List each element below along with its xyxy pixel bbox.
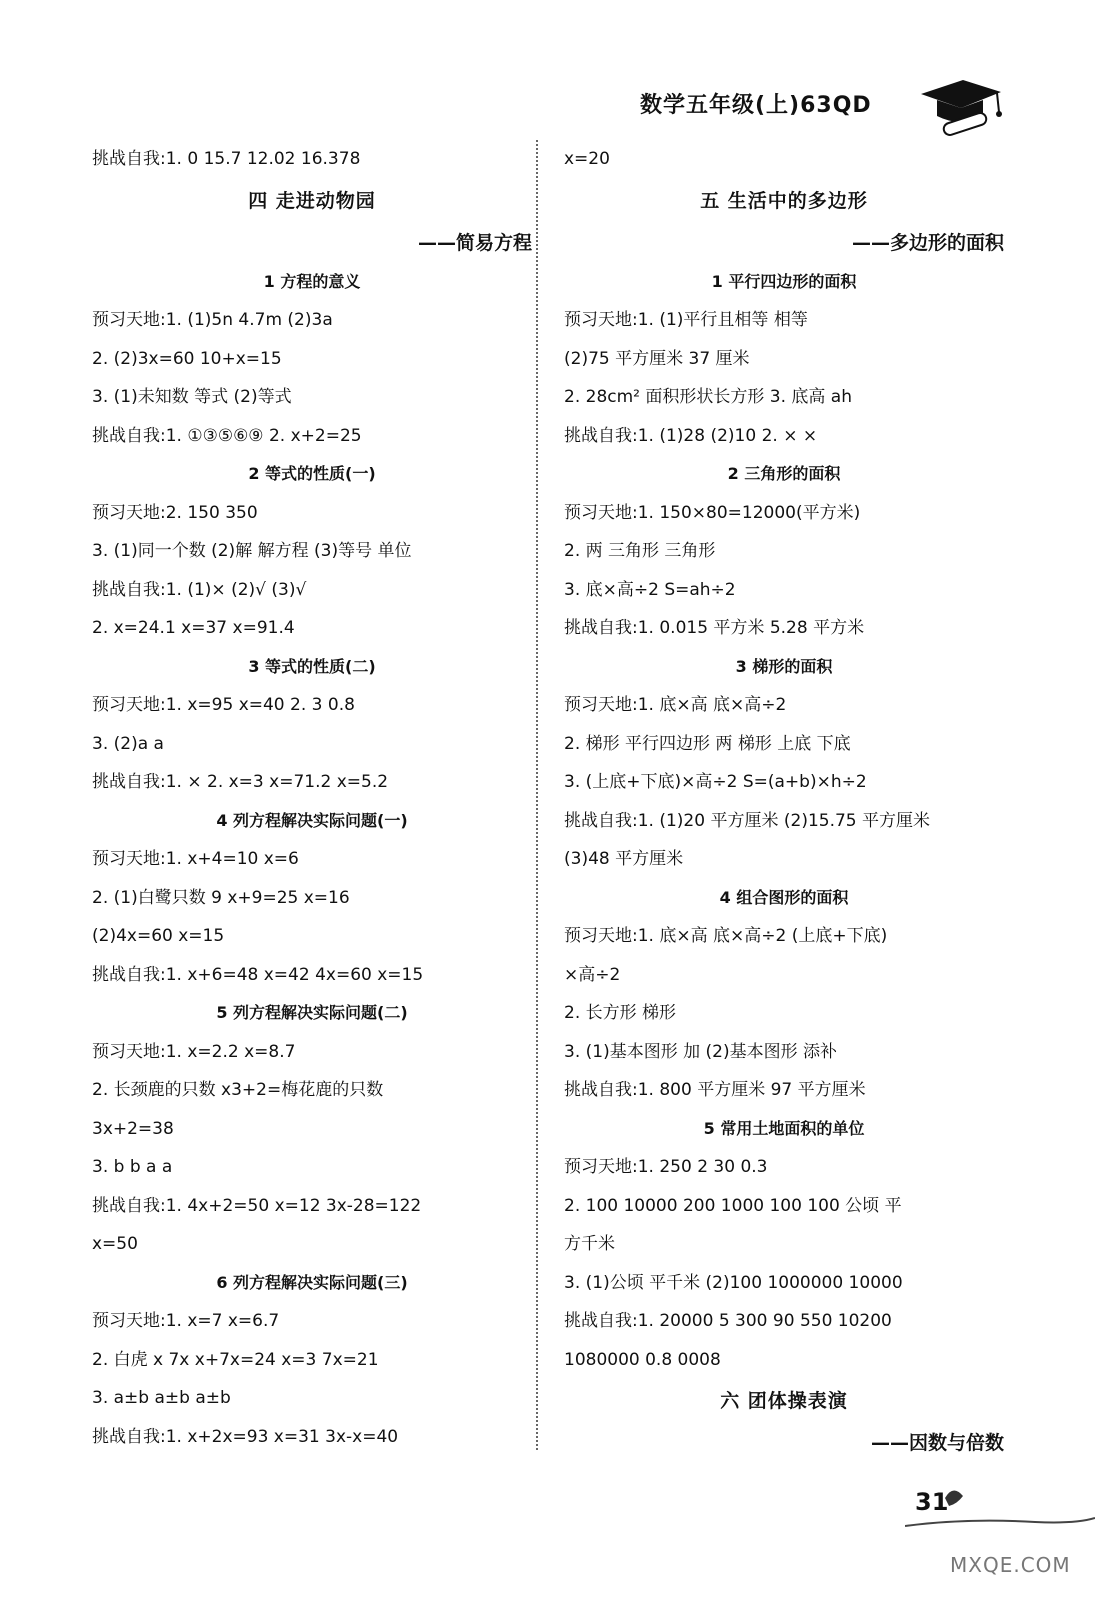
lesson-title: 5 列方程解决实际问题(二) xyxy=(216,1003,408,1022)
answer-line: (2)75 平方厘米 37 厘米 xyxy=(564,348,750,369)
lesson-title: 1 方程的意义 xyxy=(263,271,361,291)
book-header-title: 数学五年级(上)63QD xyxy=(640,93,872,118)
answer-line: 3. (1)公顷 平千米 (2)100 1000000 10000 xyxy=(564,1272,903,1293)
answer-line: 预习天地:1. x+4=10 x=6 xyxy=(92,849,299,869)
answer-line: 2. 白虎 x 7x x+7x=24 x=3 7x=21 xyxy=(92,1349,379,1370)
answer-line: (3)48 平方厘米 xyxy=(564,849,684,869)
answer-line: 2. (2)3x=60 10+x=15 xyxy=(92,348,282,369)
answer-line: 挑战自我:1. (1)28 (2)10 2. × × xyxy=(564,425,818,446)
answer-line: 挑战自我:1. (1)× (2)√ (3)√ xyxy=(92,579,307,600)
unit-subtitle: ——多边形的面积 xyxy=(851,231,1004,254)
answer-line: 预习天地:2. 150 350 xyxy=(92,502,258,523)
lesson-title: 5 常用土地面积的单位 xyxy=(703,1118,865,1138)
unit-title: 六 团体操表演 xyxy=(720,1390,848,1412)
unit-title: 四 走进动物园 xyxy=(248,189,376,212)
answer-line: 3. (1)基本图形 加 (2)基本图形 添补 xyxy=(564,1041,837,1062)
answer-line: (2)4x=60 x=15 xyxy=(92,926,225,946)
answer-line: 2. (1)白鹭只数 9 x+9=25 x=16 xyxy=(92,887,350,908)
answer-line: 预习天地:1. (1)5n 4.7m (2)3a xyxy=(92,310,333,330)
answer-line: 3. 底×高÷2 S=ah÷2 xyxy=(564,579,736,600)
answer-line: x=50 xyxy=(92,1234,138,1254)
answer-line: 预习天地:1. (1)平行且相等 相等 xyxy=(564,310,808,330)
lesson-title: 2 等式的性质(一) xyxy=(248,464,376,483)
answer-line: 2. 梯形 平行四边形 两 梯形 上底 下底 xyxy=(564,733,851,754)
answer-line: 挑战自我:1. 0.015 平方米 5.28 平方米 xyxy=(564,618,865,638)
lesson-title: 4 组合图形的面积 xyxy=(719,887,849,907)
answer-line: 预习天地:1. 250 2 30 0.3 xyxy=(564,1157,768,1177)
lesson-title: 1 平行四边形的面积 xyxy=(711,271,857,291)
unit-subtitle: ——简易方程 xyxy=(417,231,532,254)
page-number: 31 xyxy=(915,1488,949,1516)
answer-line: 预习天地:1. 150×80=12000(平方米) xyxy=(564,502,861,523)
answer-line: 挑战自我:1. × 2. x=3 x=71.2 x=5.2 xyxy=(92,772,389,792)
answer-line: ×高÷2 xyxy=(564,964,621,985)
answer-line: 3. (1)同一个数 (2)解 解方程 (3)等号 单位 xyxy=(92,541,412,561)
unit-title: 五 生活中的多边形 xyxy=(700,189,868,212)
answer-line: 1080000 0.8 0008 xyxy=(564,1349,721,1370)
left-column xyxy=(92,140,532,1456)
lesson-title: 3 梯形的面积 xyxy=(735,656,833,676)
answer-line: 挑战自我:1. 20000 5 300 90 550 10200 xyxy=(564,1311,892,1331)
answer-line: 挑战自我:1. ①③⑤⑥⑨ 2. x+2=25 xyxy=(92,425,362,446)
answer-line: 3x+2=38 xyxy=(92,1118,174,1139)
answer-line: 3. (上底+下底)×高÷2 S=(a+b)×h÷2 xyxy=(564,772,867,792)
answer-line: 2. 长方形 梯形 xyxy=(564,1003,677,1023)
answer-line: 2. x=24.1 x=37 x=91.4 xyxy=(92,618,295,638)
answer-line: 挑战自我:1. 4x+2=50 x=12 3x-28=122 xyxy=(92,1195,422,1216)
answer-line: 预习天地:1. x=2.2 x=8.7 xyxy=(92,1041,296,1062)
answer-line: 3. a±b a±b a±b xyxy=(92,1388,231,1408)
answer-line: 预习天地:1. x=7 x=6.7 xyxy=(92,1311,280,1331)
answer-line: 2. 长颈鹿的只数 x3+2=梅花鹿的只数 xyxy=(92,1080,384,1100)
lesson-title: 6 列方程解决实际问题(三) xyxy=(216,1272,408,1292)
answer-line: 3. (2)a a xyxy=(92,733,164,754)
graduation-cap-icon xyxy=(913,72,1005,142)
answer-line: 2. 28cm² 面积形状长方形 3. 底高 ah xyxy=(564,387,853,407)
right-column xyxy=(564,140,1004,1463)
watermark-text: MXQE.COM xyxy=(950,1553,1071,1577)
answer-line: 挑战自我:1. 0 15.7 12.02 16.378 xyxy=(92,149,361,169)
answer-line: 3. (1)未知数 等式 (2)等式 xyxy=(92,387,292,407)
answer-line: 挑战自我:1. (1)20 平方厘米 (2)15.75 平方厘米 xyxy=(564,810,931,831)
answer-line: 2. 两 三角形 三角形 xyxy=(564,541,716,561)
answer-line: 方千米 xyxy=(564,1234,615,1254)
answer-line: 预习天地:1. 底×高 底×高÷2 (上底+下底) xyxy=(564,926,888,946)
answer-line: 3. b b a a xyxy=(92,1157,173,1177)
lesson-title: 3 等式的性质(二) xyxy=(248,656,376,676)
answer-line: 预习天地:1. x=95 x=40 2. 3 0.8 xyxy=(92,695,355,715)
answer-line: 预习天地:1. 底×高 底×高÷2 xyxy=(564,695,787,715)
lesson-title: 4 列方程解决实际问题(一) xyxy=(216,810,408,830)
answer-line: 挑战自我:1. 800 平方厘米 97 平方厘米 xyxy=(564,1080,866,1100)
answer-line: 挑战自我:1. x+6=48 x=42 4x=60 x=15 xyxy=(92,964,424,985)
lesson-title: 2 三角形的面积 xyxy=(727,464,841,483)
answer-line: 2. 100 10000 200 1000 100 100 公顷 平 xyxy=(564,1195,902,1216)
answer-line: 挑战自我:1. x+2x=93 x=31 3x-x=40 xyxy=(92,1426,399,1447)
answer-line: x=20 xyxy=(564,149,610,169)
column-divider xyxy=(536,140,538,1450)
unit-subtitle: ——因数与倍数 xyxy=(870,1432,1004,1454)
